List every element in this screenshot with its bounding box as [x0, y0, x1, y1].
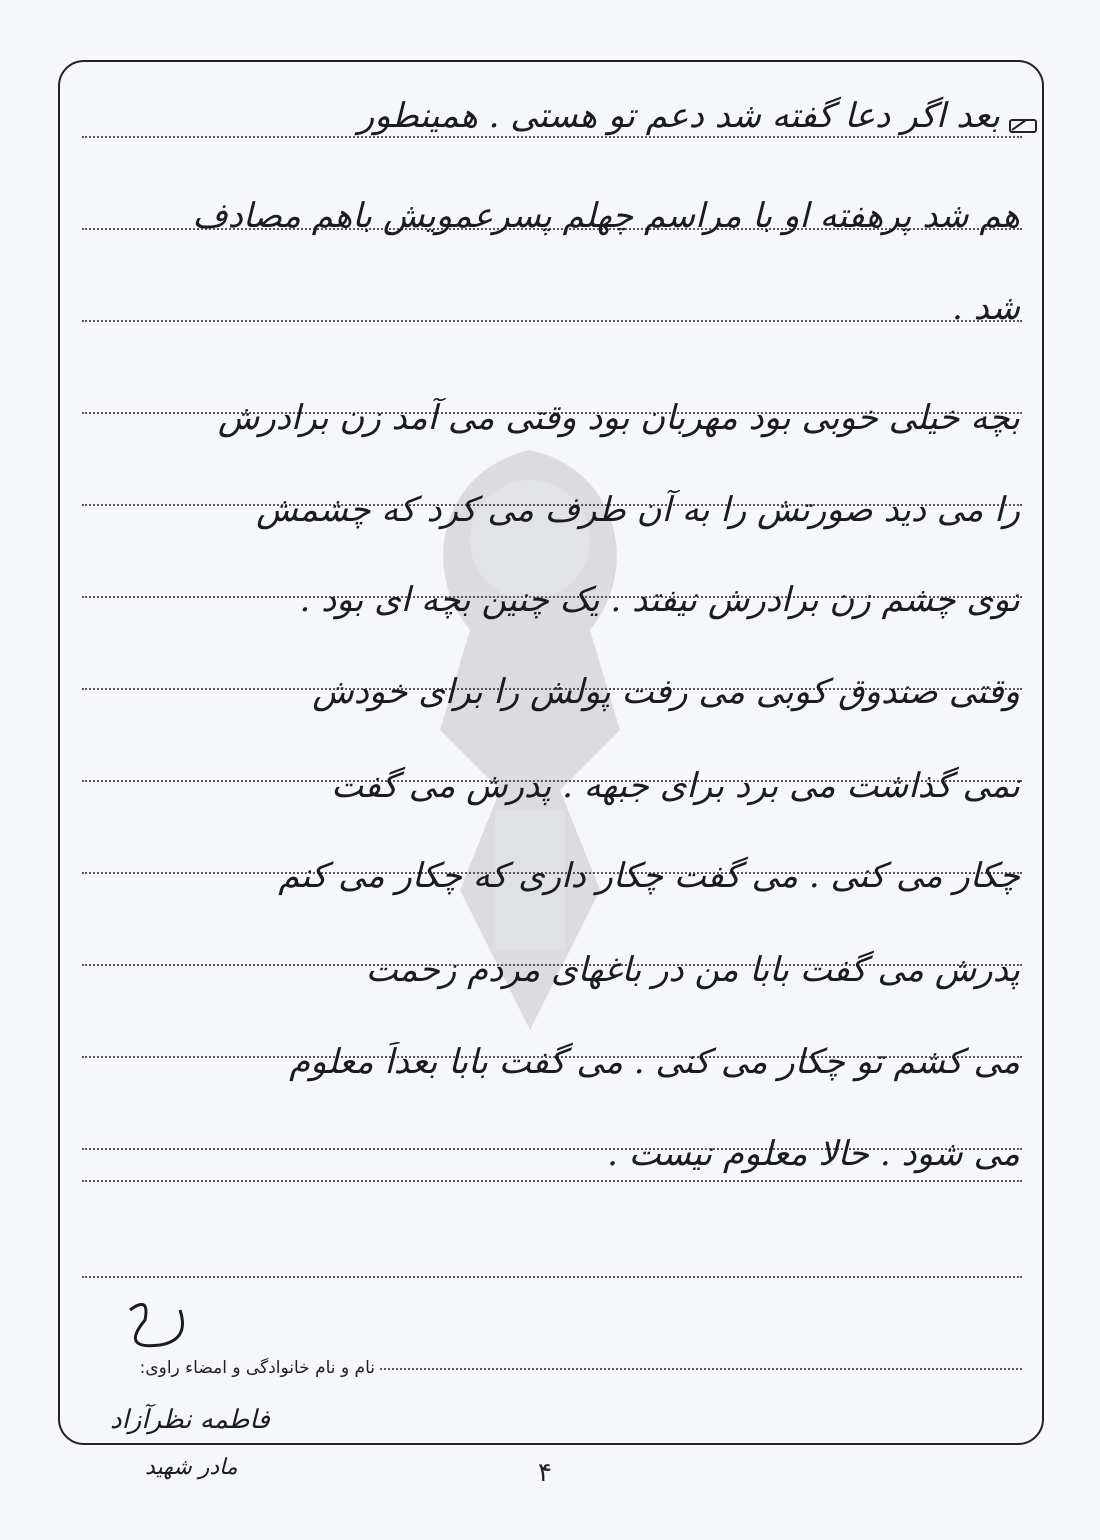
handwritten-line: شد .: [952, 288, 1020, 328]
pencil-icon: [1006, 114, 1040, 138]
ruled-line: [82, 1180, 1022, 1182]
ruled-line: [82, 136, 1022, 138]
handwritten-line: هم شد پرهفته او با مراسم چهلم پسرعمویش باهم مصادف: [192, 196, 1020, 236]
handwritten-line: چکار می کنی . می گفت چکار داری که چکار می کنم: [278, 856, 1020, 896]
signature-scribble: [110, 1290, 210, 1360]
handwritten-line: را می دید صورتش را به آن طرف می کرد که چشمش: [256, 490, 1020, 530]
handwritten-line: بچه خیلی خوبی بود مهربان بود وقتی می آمد زن برادرش: [217, 398, 1020, 438]
page-number: ۴: [538, 1458, 552, 1488]
handwritten-line: می شود . حالا معلوم نیست .: [607, 1134, 1020, 1174]
handwritten-line: بعد اگر دعا گفته شد دعم تو هستی . همینطور: [357, 96, 1000, 136]
signature-note: مادر شهید: [145, 1455, 238, 1480]
ruled-line: [82, 1276, 1022, 1278]
handwritten-line: می کشم تو چکار می کنی . می گفت بابا بعداً معلوم: [289, 1042, 1020, 1082]
signature-name: فاطمه نظرآزاد: [110, 1405, 270, 1435]
handwritten-line: نمی گذاشت می برد برای جبهه . پدرش می گفت: [331, 766, 1020, 806]
handwritten-line: وقتی صندوق کوبی می رفت پولش را برای خودش: [312, 672, 1020, 712]
handwritten-line: توی چشم زن برادرش نیفتد . یک چنین بچه ای بود .: [299, 580, 1020, 620]
narrator-label: نام و نام خانوادگی و امضاء راوی:: [139, 1358, 375, 1378]
ruled-line: [380, 1368, 1022, 1370]
handwritten-line: پدرش می گفت بابا من در باغهای مردم زحمت: [365, 950, 1020, 990]
